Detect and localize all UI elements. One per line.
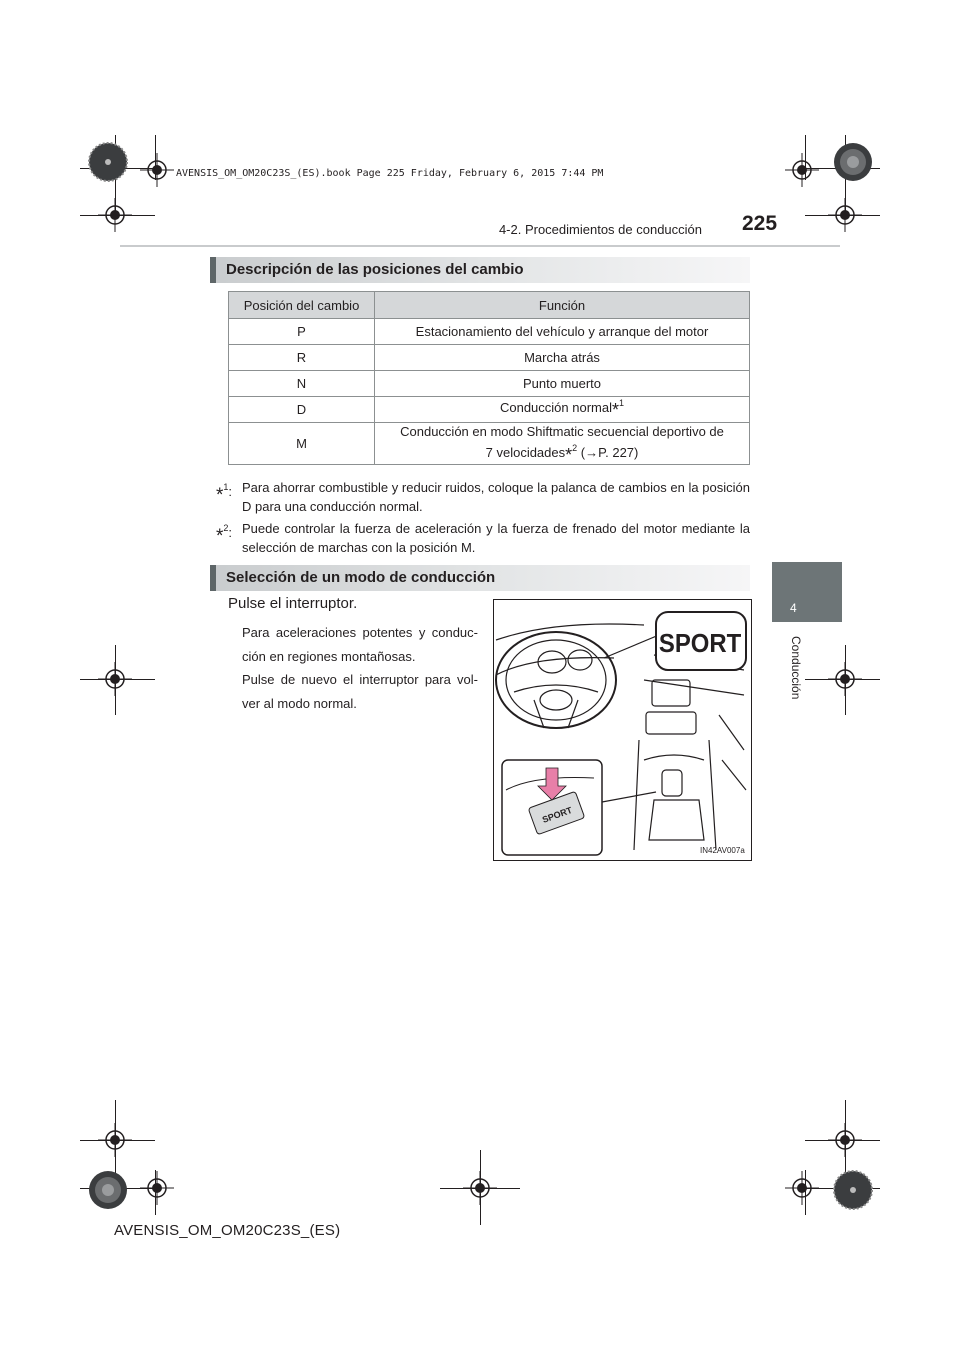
registration-mark-icon xyxy=(828,198,862,232)
position-cell: R xyxy=(229,345,375,371)
position-cell: D xyxy=(229,397,375,423)
document-id: AVENSIS_OM_OM20C23S_(ES) xyxy=(114,1222,341,1239)
function-cell: Punto muerto xyxy=(375,371,750,397)
footnote-number: 2 xyxy=(572,443,578,453)
table-header-row xyxy=(229,292,750,319)
section-heading-text: Selección de un modo de conducción xyxy=(226,569,496,586)
color-dial-icon xyxy=(88,142,128,182)
column-header-position: Posición del cambio xyxy=(229,292,375,319)
function-cell: Estacionamiento del vehículo y arranque del motor xyxy=(375,319,750,345)
footnote-separator: : xyxy=(228,525,233,540)
footnote-star: * xyxy=(565,445,573,465)
footnote-star: * xyxy=(216,526,224,547)
column-header-function: Función xyxy=(375,292,750,319)
step-instruction: Pulse el interruptor. xyxy=(228,595,358,612)
heading-accent-bar xyxy=(210,257,216,283)
color-dial-icon xyxy=(833,1170,873,1210)
footnote-number: 1 xyxy=(619,398,625,408)
open-paren: ( xyxy=(580,445,586,460)
table-row xyxy=(229,319,750,345)
table-row xyxy=(229,423,750,465)
section-heading-shift-positions xyxy=(210,257,750,283)
page-number: 225 xyxy=(742,212,778,235)
dashboard-drawing xyxy=(494,600,751,860)
registration-mark-icon xyxy=(98,1123,132,1157)
function-cell xyxy=(375,423,750,465)
table-row xyxy=(229,397,750,423)
section-header: 4-2. Procedimientos de conducción xyxy=(498,222,702,237)
footnote-ref xyxy=(216,478,232,505)
sport-switch-illustration xyxy=(493,599,752,861)
position-cell: P xyxy=(229,319,375,345)
footnote-1 xyxy=(216,478,750,516)
position-cell: N xyxy=(229,371,375,397)
chapter-tab xyxy=(772,562,842,622)
section-heading-drive-mode xyxy=(210,565,750,591)
sport-badge-text: SPORT xyxy=(658,629,742,659)
chapter-number: 4 xyxy=(790,601,797,615)
function-text: Conducción normal xyxy=(499,400,612,415)
header-divider xyxy=(120,245,840,247)
function-text-line1: Conducción en modo Shiftmatic secuencial deportivo de xyxy=(400,424,724,439)
arrow-icon: → xyxy=(585,445,599,460)
color-dial-icon xyxy=(88,1170,128,1210)
registration-mark-icon xyxy=(828,662,862,696)
chapter-label: Conducción xyxy=(789,636,803,700)
footnote-ref xyxy=(216,519,232,546)
table-row xyxy=(229,371,750,397)
registration-mark-icon xyxy=(828,1123,862,1157)
position-cell: M xyxy=(229,423,375,465)
footnote-separator: : xyxy=(228,484,233,499)
function-cell xyxy=(375,397,750,423)
section-heading-text: Descripción de las posiciones del cambio xyxy=(226,261,524,278)
registration-mark-icon xyxy=(98,662,132,696)
table-row xyxy=(229,345,750,371)
sport-button-text: SPORT xyxy=(540,804,574,825)
footnote-number: 2 xyxy=(223,523,229,533)
heading-accent-bar xyxy=(210,565,216,591)
registration-mark-icon xyxy=(98,198,132,232)
footnote-2 xyxy=(216,519,750,557)
step-detail-paragraph: Para aceleraciones potentes y conduc- ción en regiones montañosas. xyxy=(242,625,478,664)
page-reference-link[interactable]: P. 227) xyxy=(598,445,639,460)
step-detail-paragraph: Pulse de nuevo el interruptor para vol- ver al modo normal. xyxy=(242,672,478,711)
registration-mark-icon xyxy=(463,1171,497,1205)
shift-positions-table xyxy=(228,291,750,465)
figure-id: IN42AV007a xyxy=(700,846,745,855)
footnote-text: Para ahorrar combustible y reducir ruidos, coloque la palanca de cambios en la posición D para una conducción normal. xyxy=(242,480,750,514)
registration-mark-icon xyxy=(140,153,174,187)
registration-mark-icon xyxy=(785,1171,819,1205)
registration-mark-icon xyxy=(140,1171,174,1205)
footnote-star: * xyxy=(611,400,619,420)
book-info-line: AVENSIS_OM_OM20C23S_(ES).book Page 225 Friday, February 6, 2015 7:44 PM xyxy=(176,168,604,179)
color-dial-icon xyxy=(833,142,873,182)
footnote-number: 1 xyxy=(223,482,229,492)
footnote-star: * xyxy=(216,485,224,506)
footnote-text: Puede controlar la fuerza de aceleración y la fuerza de frenado del motor mediante la selección de marchas con la posición M. xyxy=(242,521,750,555)
function-text-line2: 7 velocidades xyxy=(485,445,566,460)
function-cell: Marcha atrás xyxy=(375,345,750,371)
registration-mark-icon xyxy=(785,153,819,187)
